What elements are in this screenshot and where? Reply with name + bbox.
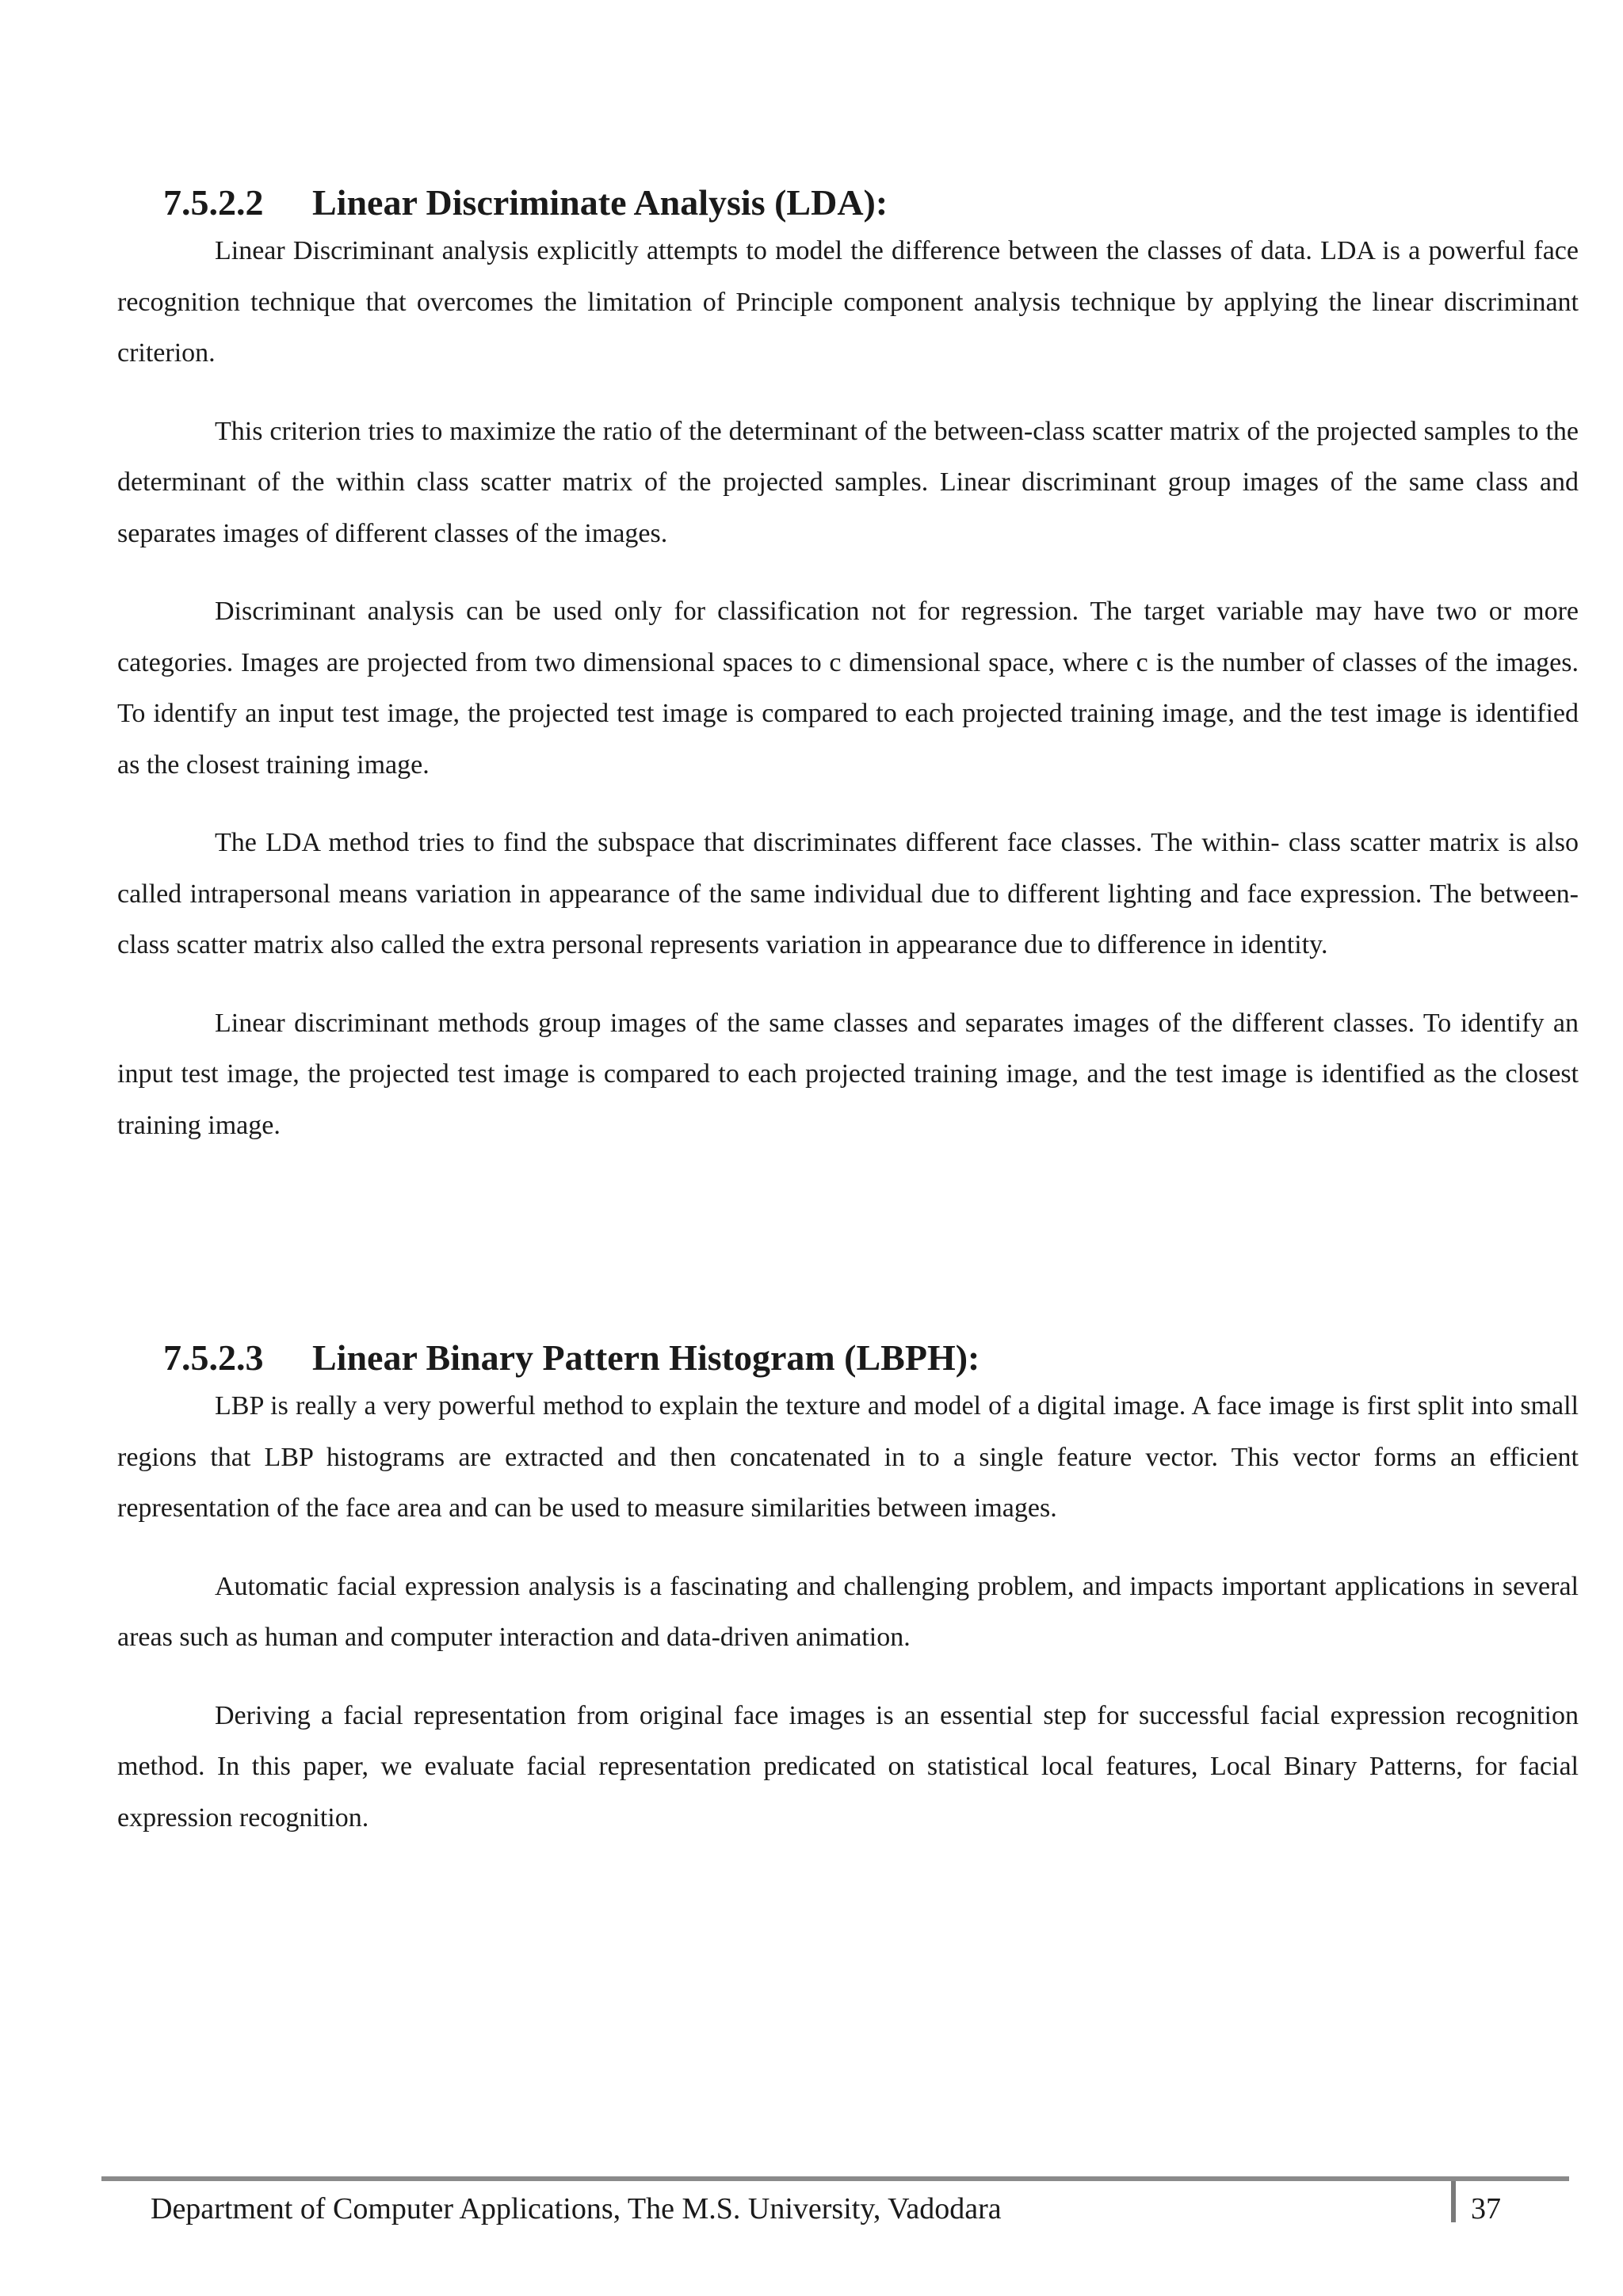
section-lda — [117, 181, 1579, 1151]
paragraph: Deriving a facial representation from original face images is an essential step for successful facial expression recognition method. In this paper, we evaluate facial representation predicated on statistical local features, Local Binary Patterns, for facial expression recognition. — [117, 1700, 1579, 1833]
paragraph: Discriminant analysis can be used only for classification not for regression. The target variable may have two or more categories. Images are projected from two dimensional spaces to c dimensional space, where c is the number of classes of the images. To identify an input test image, the projected test image is compared to each projected training image, and the test image is identified as the closest training image. — [117, 597, 1579, 780]
paragraph: LBP is really a very powerful method to explain the texture and model of a digital image. A face image is first split into small regions that LBP histograms are extracted and then concatenated in to a single feature vector. This vector forms an efficient representation of the face area and can be used to measure similarities between images. — [117, 1391, 1579, 1524]
paragraph: Linear discriminant methods group images of the same classes and separates images of the different classes. To identify an input test image, the projected test image is compared to each projected training image, and the test image is identified as the closest training image. — [117, 1008, 1579, 1140]
section-title: Linear Binary Pattern Histogram (LBPH): — [312, 1337, 980, 1378]
page-number: 37 — [1471, 2192, 1501, 2225]
section-number: 7.5.2.2 — [163, 182, 264, 223]
section-number: 7.5.2.3 — [163, 1337, 264, 1378]
paragraph: Automatic facial expression analysis is a fascinating and challenging problem, and impacts important applications in several areas such as human and computer interaction and data-driven animation. — [117, 1571, 1579, 1653]
footer-department: Department of Computer Applications, The M.S. University, Vadodara — [151, 2192, 1002, 2225]
paragraph: Linear Discriminant analysis explicitly attempts to model the difference between the classes of data. LDA is a powerful face recognition technique that overcomes the limitation of Principle component analysis technique by applying the linear discriminant criterion. — [117, 236, 1579, 368]
section-lbph — [117, 1336, 1579, 1844]
section-heading — [163, 1336, 1579, 1379]
footer-separator — [1451, 2181, 1456, 2222]
paragraph: This criterion tries to maximize the ratio of the determinant of the between-class scatter matrix of the projected samples to the determinant of the within class scatter matrix of the projected samples. Linear discriminant group images of the same class and separates images of different classes of the images. — [117, 416, 1579, 548]
section-heading — [163, 181, 1579, 224]
section-title: Linear Discriminate Analysis (LDA): — [312, 182, 888, 223]
paragraph: The LDA method tries to find the subspace that discriminates different face classes. The within- class scatter matrix is also called intrapersonal means variation in appearance of the same individual due to different lighting and face expression. The between-class scatter matrix also called the extra personal represents variation in appearance due to difference in identity. — [117, 828, 1579, 960]
footer-divider — [101, 2176, 1569, 2181]
